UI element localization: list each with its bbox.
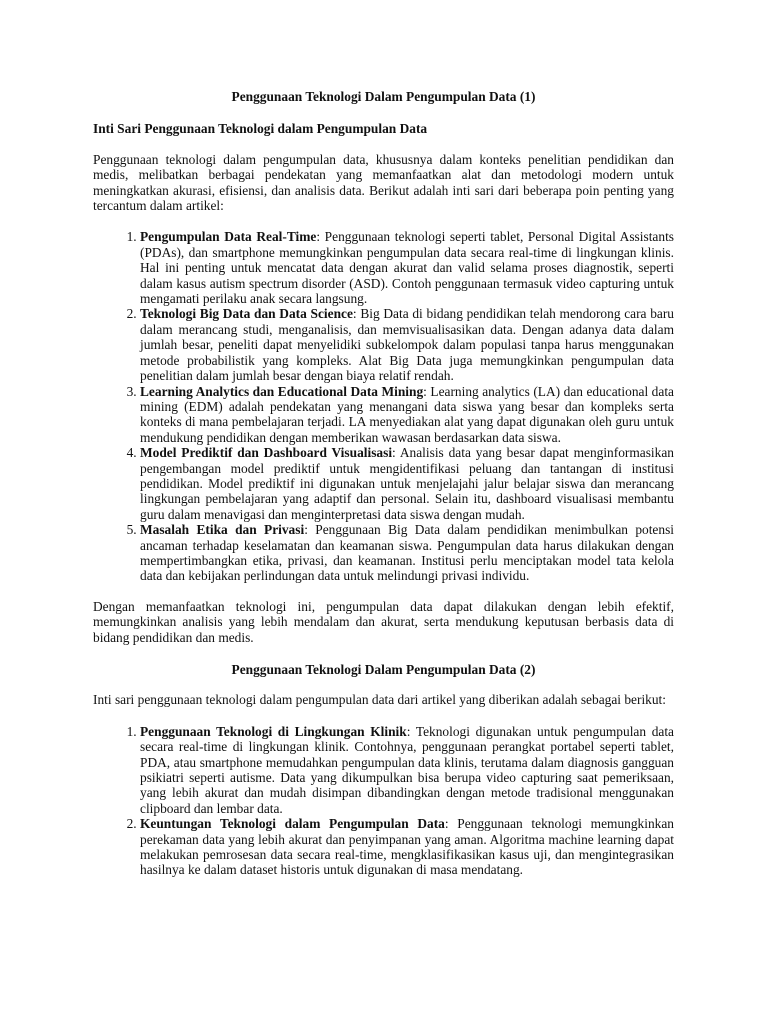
list-item xyxy=(140,445,674,522)
section-2-list xyxy=(93,724,674,878)
section-1-intro: Penggunaan teknologi dalam pengumpulan data, khususnya dalam konteks penelitian pendidikan dan medis, melibatkan berbagai pendekatan yang memanfaatkan alat dan metodologi modern untuk meningkatkan akurasi, efisiensi, dan analisis data. Berikut adalah inti sari dari beberapa poin penting yang tercantum dalam artikel: xyxy=(93,151,674,214)
item-term: Keuntungan Teknologi dalam Pengumpulan Data xyxy=(140,816,445,832)
list-item xyxy=(140,384,674,446)
section-1-closing: Dengan memanfaatkan teknologi ini, pengumpulan data dapat dilakukan dengan lebih efektif, memungkinkan analisis yang lebih mendalam dan akurat, serta mendukung keputusan berbasis data di bidang pendidikan dan medis. xyxy=(93,598,674,645)
item-text: : Penggunaan Big Data dalam pendidikan menimbulkan potensi ancaman terhadap keselamatan dan keamanan siswa. Pengumpulan data harus dilakukan dengan mempertimbangkan etika, privasi, dan keamanan. Institusi perlu menciptakan model tata kelola data dan kebijakan perlindungan data untuk melindungi privasi individu. xyxy=(140,522,675,584)
section-1-list xyxy=(93,229,674,583)
item-text: : Teknologi digunakan untuk pengumpulan data secara real-time di lingkungan klinik. Contohnya, penggunaan perangkat portabel seperti tablet, PDA, atau smartphone memudahkan pengumpulan data klinis, terutama dalam diagnosis gangguan psikiatri seperti autisme. Data yang dikumpulkan bisa berupa video capturing saat pemeriksaan, yang lebih akurat dan mudah disimpan dibandingkan dengan metode tradisional menggunakan clipboard dan lembar data. xyxy=(140,723,674,816)
item-text: : Learning analytics (LA) dan educational data mining (EDM) adalah pendekatan yang menangani data siswa yang besar dan kompleks serta konteks di mana pembelajaran terjadi. LA menyediakan alat yang dapat digunakan oleh guru untuk mendukung pendidikan dengan memberikan wawasan berdasarkan data siswa. xyxy=(140,383,674,445)
section-2-intro: Inti sari penggunaan teknologi dalam pengumpulan data dari artikel yang diberikan adalah sebagai berikut: xyxy=(93,692,666,708)
item-term: Learning Analytics dan Educational Data Mining xyxy=(140,383,424,399)
item-text: : Penggunaan teknologi memungkinkan perekaman data yang lebih akurat dan penyimpanan yang aman. Algoritma machine learning dapat melakukan pemrosesan data secara real-time, mengklasifikasikan kasus uji, dan mengintegrasikan hasilnya ke dalam dataset historis untuk digunakan di masa mendatang. xyxy=(140,816,674,878)
list-item xyxy=(140,816,674,878)
section-1-subheading: Inti Sari Penggunaan Teknologi dalam Pengumpulan Data xyxy=(93,121,428,137)
item-text: : Big Data di bidang pendidikan telah mendorong cara baru dalam merancang studi, menganalisis, dan memvisualisasikan data. Dengan adanya data dalam jumlah besar, peneliti dapat menyelidiki subkelompok dalam populasi tanpa harus menggunakan metode probabilistik yang kompleks. Alat Big Data juga memungkinkan pengumpulan data penelitian dalam jumlah besar dengan biaya relatif rendah. xyxy=(140,306,674,384)
list-item xyxy=(140,724,674,816)
item-text: : Penggunaan teknologi seperti tablet, Personal Digital Assistants (PDAs), dan smartphone memungkinkan pengumpulan data secara real-time di lingkungan klinis. Hal ini penting untuk mencatat data dengan akurat dan valid selama proses diagnostik, seperti dalam kasus autism spectrum disorder (ASD). Contoh penggunaan termasuk video capturing untuk mengamati perilaku anak secara langsung. xyxy=(140,229,674,307)
item-term: Teknologi Big Data dan Data Science xyxy=(140,306,353,322)
section-1-title: Penggunaan Teknologi Dalam Pengumpulan Data (1) xyxy=(231,89,536,104)
list-item xyxy=(140,229,674,306)
list-item xyxy=(140,306,674,383)
list-item xyxy=(140,522,674,584)
item-term: Pengumpulan Data Real-Time xyxy=(140,229,317,245)
section-2-title: Penggunaan Teknologi Dalam Pengumpulan Data (2) xyxy=(231,662,536,677)
item-term: Penggunaan Teknologi di Lingkungan Klinik xyxy=(140,723,407,739)
item-term: Masalah Etika dan Privasi xyxy=(140,522,305,538)
item-term: Model Prediktif dan Dashboard Visualisasi xyxy=(140,445,393,461)
item-text: : Analisis data yang besar dapat menginformasikan pengembangan model prediktif untuk mengidentifikasi peluang dan tantangan di institusi pendidikan. Model prediktif ini digunakan untuk menjelajahi jalur belajar siswa dan merancang lingkungan pembelajaran yang adaptif dan personal. Selain itu, dashboard visualisasi membantu guru dalam menavigasi dan menginterpretasi data siswa dengan mudah. xyxy=(140,445,674,522)
